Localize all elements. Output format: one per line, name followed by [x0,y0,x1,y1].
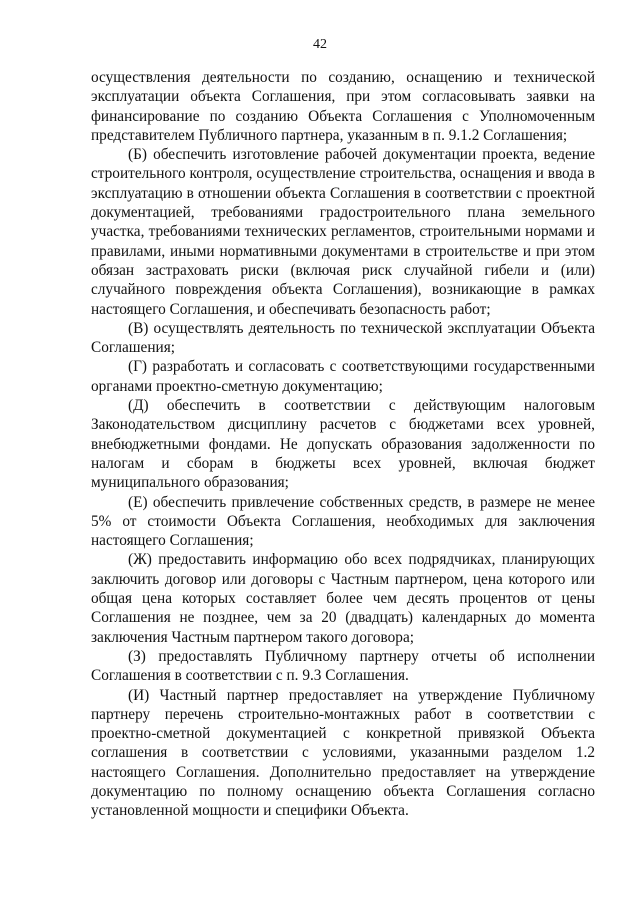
paragraph-item-z: (З) предоставлять Публичному партнеру отчеты об исполнении Соглашения в соответствии с п. 9.3 Соглашения. [91,647,595,685]
page-number: 42 [313,37,327,52]
paragraph-item-i: (И) Частный партнер предоставляет на утверждение Публичному партнеру перечень строительно-монтажных работ в соответствии с проектно-сметной документацией с конкретной привязкой Объекта соглашения в соответствии с условиями, указанными разделом 1.2 настоящего Соглашения. Дополнительно предоставляет на утверждение документацию по полному оснащению объекта Соглашения согласно установленной мощности и специфики Объекта. [91,686,595,820]
paragraph-item-b: (Б) обеспечить изготовление рабочей документации проекта, ведение строительного контроля, осуществление строительства, оснащения и ввода в эксплуатацию в отношении объекта Соглашения в соответствии с проектной документацией, требованиями градостроительного плана земельного участка, требованиями технических регламентов, строительными нормами и правилами, иными нормативными документами в строительстве и при этом обязан застраховать риски (включая риск случайной гибели и (или) случайного повреждения объекта Соглашения), возникающие в рамках настоящего Соглашения, и обеспечивать безопасность работ; [91,146,595,318]
paragraph-item-g: (Г) разработать и согласовать с соответствующими государственными органами проектно-сметную документацию; [91,358,595,395]
paragraph-item-v: (В) осуществлять деятельность по технической эксплуатации Объекта Соглашения; [91,319,595,357]
paragraph-item-d: (Д) обеспечить в соответствии с действующим налоговым Законодательством дисциплину расчетов с бюджетами всех уровней, внебюджетными фондами. Не допускать образования задолженности по налогам и сборам в бюджеты всех уровней, включая бюджет муниципального образования; [91,397,595,492]
document-body [91,68,595,821]
paragraph-item-e: (Е) обеспечить привлечение собственных средств, в размере не менее 5% от стоимости Объекта Соглашения, необходимых для заключения настоящего Соглашения; [91,493,595,550]
paragraph-continuation: осуществления деятельности по созданию, оснащению и технической эксплуатации объекта Соглашения, при этом согласовывать заявки на финансирование по созданию Объекта Соглашения с Уполномоченным представителем Публичного партнера, указанным в п. 9.1.2 Соглашения; [91,69,595,144]
paragraph-item-zh: (Ж) предоставить информацию обо всех подрядчиках, планирующих заключить договор или договоры с Частным партнером, цена которого или общая цена которых составляет более чем десять процентов от цены Соглашения не позднее, чем за 20 (двадцать) календарных до момента заключения Частным партнером такого договора; [91,551,595,646]
